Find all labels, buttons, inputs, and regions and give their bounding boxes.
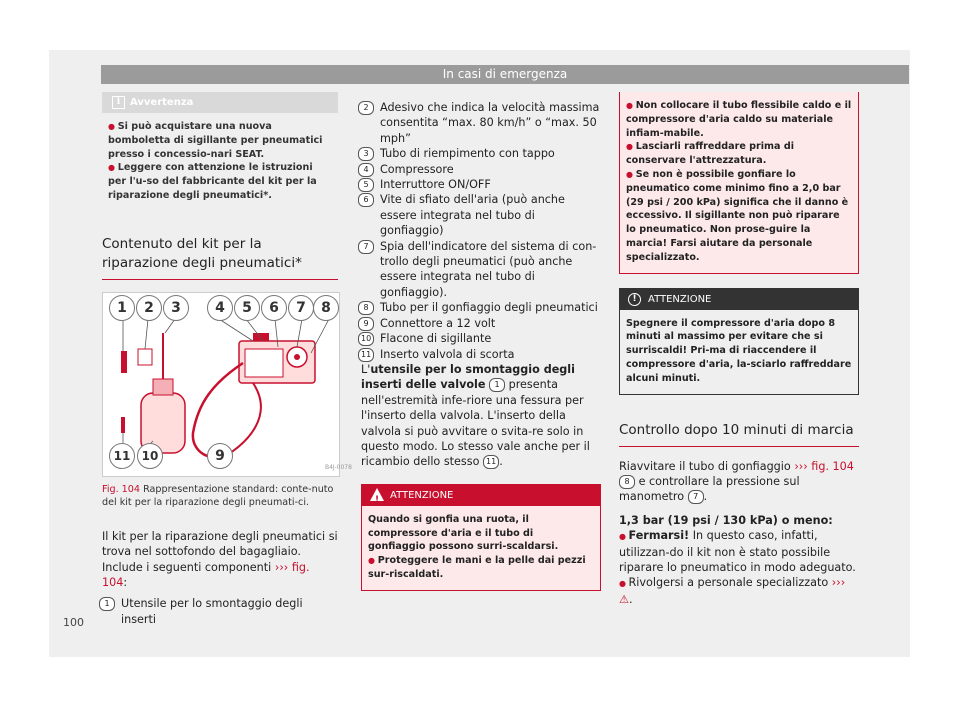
fig-link[interactable]: ››› fig. 104 bbox=[794, 459, 854, 473]
callout-11: 11 bbox=[109, 443, 135, 469]
callout-6: 6 bbox=[261, 295, 287, 321]
warning-bullet: ● Se non è possibile gonfiare lo pneumatico come minimo fino a 2,0 bar (29 psi / 200 kPa) significa che il danno è eccessivo. Il sigillante non può riparare lo pneumatico. Non prose-guire la marcia! Farsi aiutare da personale specializzato. bbox=[626, 168, 852, 265]
check-paragraph: Riavvitare il tubo di gonfiaggio ››› fig. 104 8 e controllare la pressione sul manometro 7 . bbox=[619, 459, 854, 504]
intro-paragraph: Il kit per la riparazione degli pneumatici si trova nel sottofondo del bagagliaio. Include i seguenti componenti ››› fig. 104: bbox=[102, 529, 338, 589]
warning-triangle-icon[interactable]: ⚠ bbox=[619, 592, 630, 606]
note-body bbox=[102, 113, 338, 211]
component-item: 3 Tubo di riempimento con tappo bbox=[361, 146, 601, 161]
component-item: 2 Adesivo che indica la velocità massima consentita “max. 80 km/h” o “max. 50 mph” bbox=[361, 100, 601, 146]
callout-9: 9 bbox=[207, 443, 233, 469]
check-bullet: ● Fermarsi! In questo caso, infatti, utilizzan-do il kit non è stato possibile riparare lo pneumatico in modo adeguato. bbox=[619, 528, 859, 575]
info-icon: i bbox=[112, 96, 125, 109]
warning-bullet: ● Proteggere le mani e la pelle dai pezzi sur-riscaldati. bbox=[368, 554, 594, 582]
attention-box bbox=[619, 288, 859, 395]
attention-header bbox=[620, 289, 858, 310]
callout-1: 1 bbox=[109, 295, 135, 321]
figure-code: B4J-0078 bbox=[325, 463, 352, 471]
component-item: 10 Flacone di sigillante bbox=[361, 331, 601, 346]
kit-figure bbox=[102, 292, 352, 477]
column-right bbox=[619, 92, 859, 607]
callout-10: 10 bbox=[137, 443, 163, 469]
note-bullet: ● Si può acquistare una nuova bomboletta di sigillante per pneumatici presso i concessio-nari SEAT. bbox=[108, 120, 332, 161]
page-number: 100 bbox=[63, 616, 84, 629]
component-item: 4 Compressore bbox=[361, 162, 601, 177]
component-item: 11 Inserto valvola di scorta bbox=[361, 347, 601, 362]
warning-icon bbox=[370, 488, 384, 501]
ref-7: 7 bbox=[688, 490, 704, 504]
pressure-heading: 1,3 bar (19 psi / 130 kPa) o meno: bbox=[619, 513, 833, 527]
component-item: 8 Tubo per il gonfiaggio degli pneumatici bbox=[361, 300, 601, 315]
attention-title: ATTENZIONE bbox=[648, 293, 712, 305]
callout-5: 5 bbox=[234, 295, 260, 321]
component-item: 6 Vite di sfiato dell'aria (può anche essere integrata nel tubo di gonfiaggio) bbox=[361, 192, 601, 238]
fig-link[interactable]: ››› fig. 104 bbox=[102, 560, 310, 589]
warning-title: ATTENZIONE bbox=[390, 489, 454, 501]
component-item: 7 Spia dell'indicatore del sistema di con-trollo degli pneumatici (può anche essere integrata nel tubo di gonfiaggio). bbox=[361, 239, 601, 301]
note-header bbox=[102, 92, 338, 113]
section-title-kit: Contenuto del kit per la riparazione degli pneumatici* bbox=[102, 235, 338, 280]
section-title-check: Controllo dopo 10 minuti di marcia bbox=[619, 421, 859, 447]
check-bullet: ● Rivolgersi a personale specializzato ››› ⚠. bbox=[619, 575, 859, 607]
component-item: 5 Interruttore ON/OFF bbox=[361, 177, 601, 192]
exclamation-icon: ! bbox=[628, 293, 641, 306]
warning-continuation bbox=[619, 92, 859, 274]
callout-7: 7 bbox=[288, 295, 314, 321]
page-header: In casi di emergenza bbox=[101, 65, 909, 84]
warning-bullet: ● Lasciarli raffreddare prima di conservare l'attrezzatura. bbox=[626, 140, 852, 168]
warning-cont-body bbox=[620, 92, 858, 273]
warning-link[interactable]: ››› bbox=[831, 576, 846, 590]
callout-8: 8 bbox=[313, 295, 339, 321]
component-item: 9 Connettore a 12 volt bbox=[361, 316, 601, 331]
callout-3: 3 bbox=[163, 295, 189, 321]
tool-paragraph: L'utensile per lo smontaggio degli inserti delle valvole 1 presenta nell'estremità infe-riore una fessura per l'inserto della valvola. L'inserto della valvola si può avvitare o svita-re solo in questo modo. Lo stesso vale anche per il ricambio dello stesso 11 . bbox=[361, 362, 590, 469]
ref-11: 11 bbox=[483, 455, 499, 469]
column-left bbox=[102, 92, 352, 627]
warning-bullet: ● Non collocare il tubo flessibile caldo e il compressore d'aria caldo su materiale infiam-mabile. bbox=[626, 99, 852, 140]
warning-box bbox=[361, 484, 601, 591]
manual-page bbox=[49, 50, 910, 657]
note-bullet: ● Leggere con attenzione le istruzioni per l'u-so del fabbricante del kit per la riparazione degli pneumatici*. bbox=[108, 161, 332, 202]
figure-caption: Fig. 104 Rappresentazione standard: conte-nuto del kit per la riparazione degli pneumati-ci. bbox=[102, 483, 334, 508]
note-title: Avvertenza bbox=[130, 97, 194, 108]
component-item: 1 Utensile per lo smontaggio degli inserti bbox=[102, 596, 338, 627]
ref-8: 8 bbox=[619, 475, 635, 489]
figure-label: Fig. 104 bbox=[102, 483, 140, 495]
ref-1: 1 bbox=[489, 378, 505, 392]
callout-2: 2 bbox=[136, 295, 162, 321]
warning-header bbox=[362, 485, 600, 506]
note-box bbox=[102, 92, 338, 211]
attention-body: Spegnere il compressore d'aria dopo 8 minuti al massimo per evitare che si surriscaldi! Pri-ma di riaccendere il compressore d'aria, la-sciarlo raffreddare alcuni minuti. bbox=[626, 317, 852, 384]
column-middle bbox=[361, 92, 601, 591]
warning-body: Quando si gonfia una ruota, il compressore d'aria e il tubo di gonfiaggio possono surri-scaldarsi. ● Proteggere le mani e la pelle dai pezzi sur-riscaldati. bbox=[362, 506, 600, 590]
callout-4: 4 bbox=[207, 295, 233, 321]
